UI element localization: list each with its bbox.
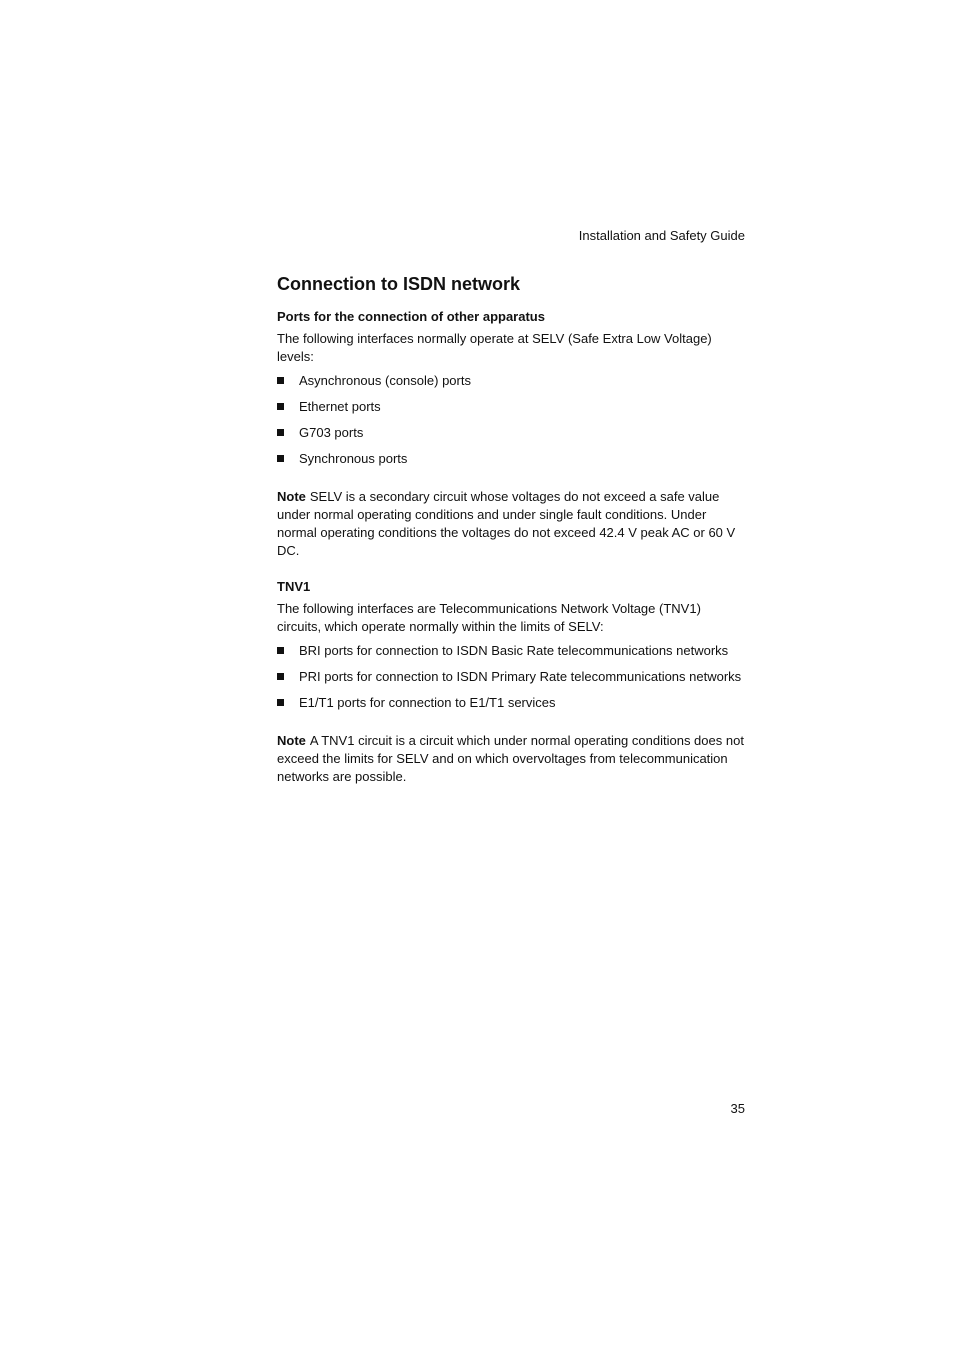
square-bullet-icon <box>277 403 284 410</box>
square-bullet-icon <box>277 377 284 384</box>
list-item <box>277 668 747 686</box>
square-bullet-icon <box>277 673 284 680</box>
list-item-text: E1/T1 ports for connection to E1/T1 services <box>299 695 556 710</box>
ports-subtitle: Ports for the connection of other apparatus <box>277 309 545 324</box>
list-item-text: Asynchronous (console) ports <box>299 373 471 388</box>
square-bullet-icon <box>277 647 284 654</box>
note-text: SELV is a secondary circuit whose voltages do not exceed a safe value under normal operating conditions and under single fault conditions. Under normal operating conditions the voltages do not exceed 42.4 V peak AC or 60 V DC. <box>277 489 736 558</box>
selv-ports-list <box>277 372 747 468</box>
list-item-text: Synchronous ports <box>299 451 408 466</box>
square-bullet-icon <box>277 429 284 436</box>
note-label: Note <box>277 489 306 504</box>
tnv-intro: The following interfaces are Telecommunications Network Voltage (TNV1) circuits, which operate normally within the limits of SELV: <box>277 601 701 634</box>
running-header: Installation and Safety Guide <box>578 228 745 243</box>
list-item <box>277 372 747 390</box>
section-title: Connection to ISDN network <box>277 274 520 294</box>
list-item-text: Ethernet ports <box>299 399 381 414</box>
tnv-note <box>277 732 747 786</box>
selv-intro: The following interfaces normally operate at SELV (Safe Extra Low Voltage) levels: <box>277 331 712 364</box>
tnv-ports-list <box>277 642 747 712</box>
list-item-text: BRI ports for connection to ISDN Basic Rate telecommunications networks <box>299 643 729 658</box>
list-item <box>277 398 747 416</box>
list-item <box>277 424 747 442</box>
list-item-text: PRI ports for connection to ISDN Primary Rate telecommunications networks <box>299 669 742 684</box>
list-item-text: G703 ports <box>299 425 364 440</box>
note-text: A TNV1 circuit is a circuit which under normal operating conditions does not exceed the limits for SELV and on which overvoltages from telecommunication networks are possible. <box>277 733 744 784</box>
list-item <box>277 694 747 712</box>
list-item <box>277 450 747 468</box>
main-content <box>277 272 747 786</box>
square-bullet-icon <box>277 699 284 706</box>
selv-note <box>277 488 747 560</box>
page-number: 35 <box>730 1101 745 1116</box>
square-bullet-icon <box>277 455 284 462</box>
note-label: Note <box>277 733 306 748</box>
list-item <box>277 642 747 660</box>
tnv-subtitle: TNV1 <box>277 579 311 594</box>
